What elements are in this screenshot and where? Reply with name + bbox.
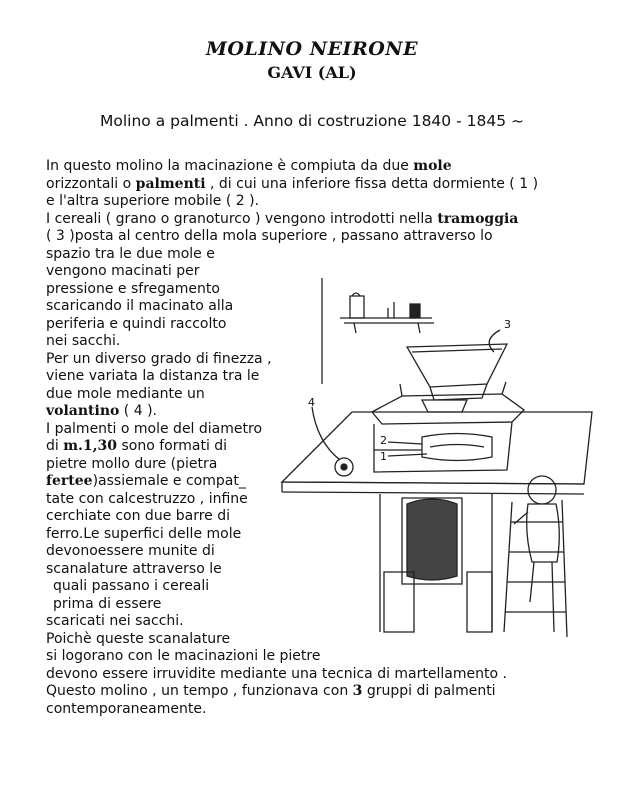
text-run: scaricati nei sacchi.	[46, 613, 184, 629]
bold-term: palmenti	[135, 175, 206, 192]
text-run: pietre mollo dure (pietra	[46, 455, 218, 472]
text-line	[46, 211, 606, 229]
wall-shelf	[322, 278, 434, 384]
text-run: gruppi di palmenti	[362, 683, 496, 699]
text-run: I cereali ( grano o granoturco ) vengono introdotti nella	[46, 210, 438, 227]
text-line	[46, 158, 606, 176]
document-subtitle: GAVI (AL)	[267, 63, 357, 82]
text-run: Poichè queste scanalature	[46, 630, 231, 647]
mill-illustration	[262, 272, 597, 657]
text-line	[46, 666, 606, 684]
text-run: periferia e quindi raccolto	[46, 315, 227, 332]
mill-table	[282, 412, 592, 494]
text-run: viene variata la distanza tra le	[46, 368, 260, 384]
callout-4: 4	[308, 396, 315, 409]
bold-term: 3	[352, 683, 363, 699]
text-run: scaricando il macinato alla	[46, 298, 234, 314]
text-run: cerchiate con due barre di	[46, 508, 231, 524]
text-run: e l'altra superiore mobile ( 2 ).	[46, 193, 260, 209]
text-run: nei sacchi.	[46, 333, 121, 349]
text-run: orizzontali o	[46, 175, 136, 192]
text-run: di	[46, 438, 64, 454]
hopper	[407, 344, 507, 412]
bold-term: m.1,30	[63, 438, 118, 454]
text-run: )assiemale e compat_	[92, 473, 246, 489]
text-run: tate con calcestruzzo , infine	[46, 490, 248, 507]
text-run: devono essere irruvidite mediante una tecnica di martellamento .	[46, 665, 507, 682]
bold-term: volantino	[46, 403, 120, 419]
text-line	[46, 701, 606, 719]
text-line	[46, 176, 606, 194]
text-run: Per un diverso grado di finezza ,	[46, 350, 272, 367]
bold-term: fertee	[46, 473, 93, 489]
text-run: ferro.Le superfici delle mole	[46, 525, 242, 542]
text-run: devonoessere munite di	[46, 543, 215, 559]
text-line	[46, 246, 606, 264]
text-run: spazio tra le due mole e	[46, 245, 215, 262]
text-run: contemporaneamente.	[46, 700, 207, 717]
document-heading: Molino a palmenti . Anno di costruzione 1840 - 1845 ~	[100, 112, 524, 130]
text-line	[46, 193, 606, 211]
text-run: prima di essere	[53, 595, 162, 612]
bold-term: mole	[413, 158, 452, 174]
text-run: sono formati di	[117, 438, 228, 454]
stand	[380, 494, 492, 632]
text-run: ( 3 )posta al centro della mola superiore , passano attraverso lo	[46, 228, 493, 244]
callout-3: 3	[504, 318, 511, 331]
text-run: ( 4 ).	[119, 403, 157, 419]
text-run: In questo molino la macinazione è compiuta da due	[46, 158, 414, 174]
ladder-and-child	[504, 476, 567, 637]
bold-term: tramoggia	[437, 210, 519, 227]
callout-1: 1	[380, 450, 387, 463]
text-line	[46, 228, 606, 246]
text-line	[46, 683, 606, 701]
text-run: scanalature attraverso le	[46, 560, 222, 577]
text-run: due mole mediante un	[46, 385, 205, 402]
document-title: MOLINO NEIRONE	[205, 38, 419, 60]
millstone-casing	[372, 382, 524, 472]
text-run: pressione e sfregamento	[46, 280, 220, 297]
text-run: I palmenti o mole del diametro	[46, 420, 263, 437]
text-run: quali passano i cereali	[53, 578, 210, 594]
text-run: si logorano con le macinazioni le pietre	[46, 648, 321, 664]
text-run: , di cui una inferiore fissa detta dormiente ( 1 )	[205, 175, 539, 192]
text-run: vengono macinati per	[46, 263, 200, 279]
callout-2: 2	[380, 434, 387, 447]
text-run: Questo molino , un tempo , funzionava con	[46, 683, 353, 699]
